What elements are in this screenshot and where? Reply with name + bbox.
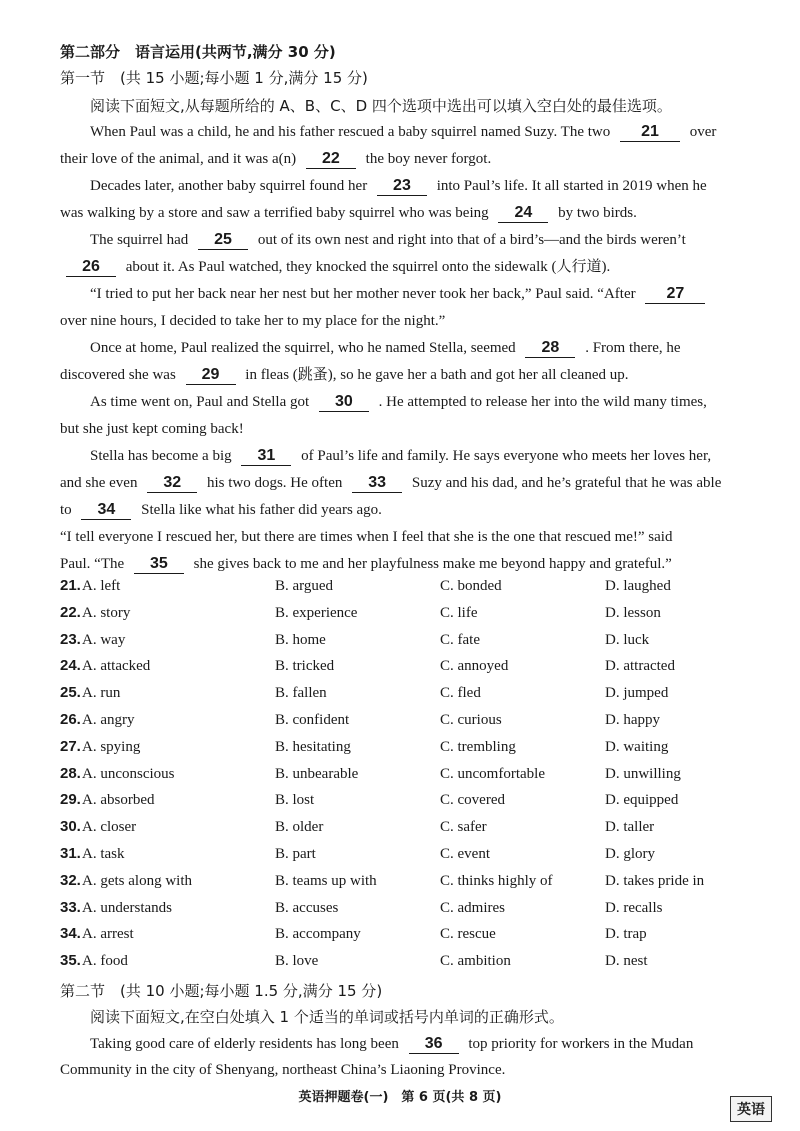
question-number: 24. xyxy=(60,657,81,675)
passage-line: was walking by a store and saw a terrified baby squirrel who was being 24 by two birds. xyxy=(60,204,637,221)
option-a: A. unconscious xyxy=(82,765,175,782)
option-d: D. jumped xyxy=(605,685,669,702)
passage-line: discovered she was 29 in fleas (跳蚤), so he gave her a bath and got her all cleaned up. xyxy=(60,366,629,383)
blank-34: 34 xyxy=(81,501,131,520)
option-c: C. thinks highly of xyxy=(440,872,553,889)
option-b: B. part xyxy=(275,846,316,862)
option-c: C. safer xyxy=(440,819,487,836)
option-a: A. absorbed xyxy=(82,792,155,809)
option-b: B. accuses xyxy=(275,899,339,916)
option-row xyxy=(60,682,780,704)
option-c: C. admires xyxy=(440,899,505,916)
option-b: B. unbearable xyxy=(275,765,359,782)
option-row xyxy=(60,870,780,892)
option-row xyxy=(60,709,780,731)
question-number: 33. xyxy=(60,898,81,916)
option-c: C. covered xyxy=(440,792,505,809)
option-row xyxy=(60,789,780,811)
blank-36: 36 xyxy=(409,1035,459,1054)
blank-25: 25 xyxy=(198,231,248,250)
blank-21: 21 xyxy=(620,123,680,142)
question-number: 23. xyxy=(60,630,81,648)
part1-title: 第一节 (共 15 小题;每小题 1 分,满分 15 分) xyxy=(60,69,368,87)
part2-instruction: 阅读下面短文,在空白处填入 1 个适当的单词或括号内单词的正确形式。 xyxy=(90,1008,564,1026)
passage-line: over nine hours, I decided to take her to my place for the night.” xyxy=(60,313,446,329)
blank-30: 30 xyxy=(319,393,369,412)
option-c: C. bonded xyxy=(440,578,502,594)
blank-24: 24 xyxy=(498,204,548,223)
blank-29: 29 xyxy=(186,366,236,385)
option-row xyxy=(60,736,780,758)
question-number: 28. xyxy=(60,764,81,782)
option-b: B. accompany xyxy=(275,926,361,943)
option-b: B. lost xyxy=(275,792,315,809)
option-d: D. waiting xyxy=(605,738,669,755)
question-number: 25. xyxy=(60,684,81,702)
passage-line: Community in the city of Shenyang, northeast China’s Liaoning Province. xyxy=(60,1062,506,1078)
option-a: A. story xyxy=(82,604,131,621)
option-a: A. task xyxy=(82,846,125,862)
option-a: A. food xyxy=(82,953,128,970)
passage-line: Stella has become a big 31 of Paul’s life and family. He says everyone who meets her loves her, xyxy=(90,447,712,464)
option-d: D. trap xyxy=(605,926,647,943)
option-row xyxy=(60,950,780,972)
option-d: D. nest xyxy=(605,953,648,970)
question-number: 34. xyxy=(60,925,81,943)
option-b: B. fallen xyxy=(275,685,327,702)
option-row xyxy=(60,816,780,838)
passage-line: The squirrel had 25 out of its own nest and right into that of a bird’s—and the birds weren’t xyxy=(90,231,686,248)
option-d: D. happy xyxy=(605,712,660,728)
option-d: D. laughed xyxy=(605,578,671,594)
option-a: A. closer xyxy=(82,819,137,836)
option-d: D. glory xyxy=(605,846,655,862)
option-a: A. understands xyxy=(82,899,172,916)
option-b: B. older xyxy=(275,819,324,836)
part2-title: 第二节 (共 10 小题;每小题 1.5 分,满分 15 分) xyxy=(60,982,383,1000)
blank-28: 28 xyxy=(525,339,575,358)
blank-33: 33 xyxy=(352,474,402,493)
option-a: A. way xyxy=(82,631,126,648)
subject-badge: 英语 xyxy=(730,1096,772,1122)
blank-35: 35 xyxy=(134,555,184,574)
option-d: D. lesson xyxy=(605,604,661,621)
passage-line: 26 about it. As Paul watched, they knocked the squirrel onto the sidewalk (人行道). xyxy=(60,257,610,277)
option-row xyxy=(60,763,780,785)
blank-32: 32 xyxy=(147,474,197,493)
option-b: B. confident xyxy=(275,712,350,728)
option-d: D. luck xyxy=(605,631,650,648)
passage-line: their love of the animal, and it was a(n) 22 the boy never forgot. xyxy=(60,150,492,167)
option-c: C. life xyxy=(440,604,478,621)
option-a: A. gets along with xyxy=(82,872,192,889)
question-number: 32. xyxy=(60,871,81,889)
passage-line: but she just kept coming back! xyxy=(60,421,244,437)
passage-line: “I tried to put her back near her nest but her mother never took her back,” Paul said. “After 27 xyxy=(90,284,711,304)
question-number: 35. xyxy=(60,952,81,970)
blank-26: 26 xyxy=(66,258,116,277)
option-row xyxy=(60,629,780,651)
blank-31: 31 xyxy=(241,447,291,466)
option-a: A. spying xyxy=(82,738,141,755)
option-a: A. attacked xyxy=(82,658,151,675)
passage-line: Paul. “The 35 she gives back to me and her playfulness make me beyond happy and grateful.” xyxy=(60,555,672,572)
passage-line: As time went on, Paul and Stella got 30 . He attempted to release her into the wild many times, xyxy=(90,393,707,410)
option-b: B. argued xyxy=(275,578,334,594)
option-b: B. teams up with xyxy=(275,872,377,889)
option-b: B. love xyxy=(275,953,319,970)
option-b: B. home xyxy=(275,631,326,648)
option-row xyxy=(60,602,780,624)
blank-27: 27 xyxy=(645,285,705,304)
option-row xyxy=(60,843,780,865)
option-a: A. angry xyxy=(82,712,135,728)
question-number: 31. xyxy=(60,845,81,862)
passage-line: to 34 Stella like what his father did years ago. xyxy=(60,501,382,518)
option-a: A. left xyxy=(82,578,121,594)
option-b: B. tricked xyxy=(275,658,335,675)
option-d: D. takes pride in xyxy=(605,872,705,889)
option-c: C. trembling xyxy=(440,738,516,755)
question-number: 21. xyxy=(60,577,81,594)
option-c: C. annoyed xyxy=(440,658,509,675)
option-a: A. arrest xyxy=(82,926,134,943)
option-d: D. attracted xyxy=(605,658,675,675)
passage-line: When Paul was a child, he and his father rescued a baby squirrel named Suzy. The two 21 over xyxy=(90,123,717,140)
option-a: A. run xyxy=(82,685,121,702)
option-c: C. uncomfortable xyxy=(440,765,545,782)
question-number: 22. xyxy=(60,603,81,621)
blank-22: 22 xyxy=(306,150,356,169)
option-row xyxy=(60,655,780,677)
blank-23: 23 xyxy=(377,177,427,196)
passage-line: “I tell everyone I rescued her, but there are times when I feel that she is the one that rescued me!” said xyxy=(60,529,673,545)
option-row xyxy=(60,923,780,945)
passage-line: and she even 32 his two dogs. He often 33 Suzy and his dad, and he’s grateful that he was able xyxy=(60,474,722,491)
option-b: B. experience xyxy=(275,604,358,621)
passage-line: Taking good care of elderly residents has long been 36 top priority for workers in the Mudan xyxy=(90,1035,694,1052)
option-d: D. recalls xyxy=(605,899,663,916)
option-row xyxy=(60,575,780,597)
option-b: B. hesitating xyxy=(275,738,351,755)
option-d: D. equipped xyxy=(605,792,679,809)
section-title: 第二部分 语言运用(共两节,满分 30 分) xyxy=(60,43,336,61)
option-c: C. curious xyxy=(440,712,502,728)
option-c: C. fate xyxy=(440,631,480,648)
passage-line: Decades later, another baby squirrel found her 23 into Paul’s life. It all started in 2019 when he xyxy=(90,177,707,194)
option-d: D. taller xyxy=(605,819,655,836)
part1-instruction: 阅读下面短文,从每题所给的 A、B、C、D 四个选项中选出可以填入空白处的最佳选项。 xyxy=(90,97,672,115)
passage-line: Once at home, Paul realized the squirrel, who he named Stella, seemed 28 . From there, he xyxy=(90,339,681,356)
page-footer: 英语押题卷(一) 第 6 页(共 8 页) xyxy=(298,1090,502,1105)
option-c: C. rescue xyxy=(440,926,496,943)
option-row xyxy=(60,897,780,919)
question-number: 30. xyxy=(60,818,81,836)
question-number: 29. xyxy=(60,791,81,809)
question-number: 26. xyxy=(60,711,81,728)
question-number: 27. xyxy=(60,737,81,755)
option-c: C. ambition xyxy=(440,953,511,970)
option-d: D. unwilling xyxy=(605,765,681,782)
option-c: C. event xyxy=(440,846,490,862)
option-c: C. fled xyxy=(440,685,481,702)
